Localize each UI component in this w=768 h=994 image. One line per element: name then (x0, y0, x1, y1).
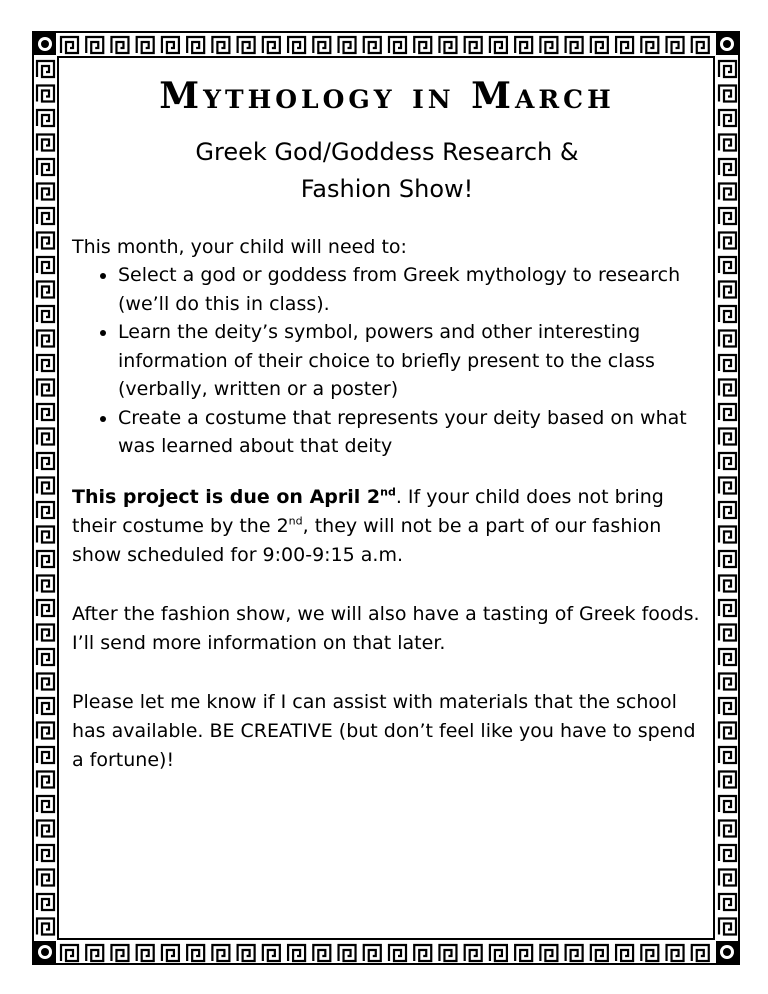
due-text-part2: , they will not be a part of our fashion show scheduled for 9:00-9:15 a.m. (72, 514, 662, 566)
closing-paragraph: Please let me know if I can assist with materials that the school has available. BE CREATIVE (but don’t feel like you have to spend a fortune)! (72, 690, 696, 771)
task-item: • Learn the deity’s symbol, powers and other interesting information of their choice to briefly present to the class (verbally, written or a poster) (118, 318, 702, 404)
task-list (72, 261, 702, 461)
page-title: Mythology in March (159, 75, 615, 117)
task-item: • Select a god or goddess from Greek mythology to research (we’ll do this in class). (118, 261, 702, 318)
subtitle-line-1: Greek God/Goddess Research & (195, 138, 579, 166)
subtitle-line-2: Fashion Show! (300, 175, 474, 203)
due-date-text: This project is due on April 2 (72, 485, 381, 508)
task-item: • Create a costume that represents your deity based on what was learned about that deity (118, 404, 702, 461)
subtitle (72, 134, 702, 208)
due-suffix-2: nd (288, 514, 303, 528)
due-date-bold (72, 486, 396, 508)
tasting-paragraph: After the fashion show, we will also have a tasting of Greek foods. I’ll send more information on that later. (72, 602, 700, 654)
due-date-paragraph (72, 483, 702, 570)
intro-text: This month, your child will need to: (72, 236, 407, 258)
due-text-part1: . If your child does not bring their costume by the 2 (72, 485, 664, 537)
flyer-content (72, 72, 702, 775)
due-date-suffix: nd (380, 485, 396, 499)
